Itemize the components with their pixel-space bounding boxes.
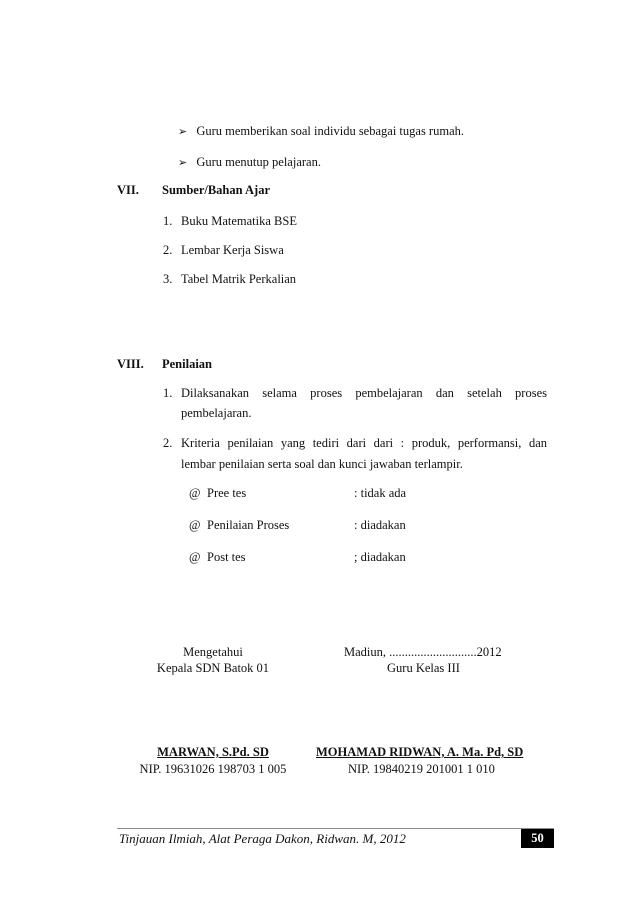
list-number: 1. [163, 386, 173, 400]
list-number: 1. [163, 214, 173, 228]
page-number: 50 [521, 829, 554, 848]
signature-left-name: MARWAN, S.Pd. SD [157, 745, 269, 759]
signature-left-nip: NIP. 19631026 198703 1 005 [139, 762, 287, 776]
bullet-item [178, 155, 321, 170]
signature-left-line2: Kepala SDN Batok 01 [156, 661, 270, 675]
list-number: 2. [163, 243, 173, 257]
arrow-bullet-icon: ➢ [178, 157, 188, 169]
footer-text: Tinjauan Ilmiah, Alat Peraga Dakon, Ridwan. M, 2012 [119, 831, 406, 846]
list-number: 3. [163, 272, 173, 286]
list-item-line: pembelajaran. [181, 406, 252, 420]
bullet-item [178, 124, 464, 139]
section-title: Sumber/Bahan Ajar [162, 183, 271, 197]
criteria-marker: @ [189, 550, 201, 564]
criteria-value: ; diadakan [354, 550, 406, 564]
criteria-label: Pree tes [207, 486, 247, 500]
list-item: Lembar Kerja Siswa [181, 243, 284, 257]
criteria-value: : tidak ada [354, 486, 407, 500]
section-number: VIII. [117, 357, 144, 371]
signature-right-line1: Madiun, ............................2012 [344, 645, 502, 659]
criteria-label: Post tes [207, 550, 246, 564]
criteria-marker: @ [189, 518, 201, 532]
section-number: VII. [117, 183, 139, 197]
bullet-text: Guru memberikan soal individu sebagai tugas rumah. [196, 124, 464, 138]
signature-left-line1: Mengetahui [183, 645, 243, 659]
list-item-line: Kriteria penilaian yang tediri dari dari : produk, performansi, dan [181, 436, 547, 450]
list-item: Buku Matematika BSE [181, 214, 297, 228]
footer-divider [117, 828, 554, 829]
arrow-bullet-icon: ➢ [178, 126, 188, 138]
list-item: Tabel Matrik Perkalian [181, 272, 297, 286]
list-item-line: Dilaksanakan selama proses pembelajaran dan setelah proses [181, 386, 547, 400]
section-title: Penilaian [162, 357, 213, 371]
criteria-marker: @ [189, 486, 201, 500]
list-item-line: lembar penilaian serta soal dan kunci jawaban terlampir. [181, 457, 463, 471]
list-number: 2. [163, 436, 173, 450]
signature-right-nip: NIP. 19840219 201001 1 010 [348, 762, 495, 776]
criteria-label: Penilaian Proses [207, 518, 290, 532]
signature-right-line2: Guru Kelas III [387, 661, 460, 675]
signature-right-name: MOHAMAD RIDWAN, A. Ma. Pd, SD [316, 745, 524, 759]
bullet-text: Guru menutup pelajaran. [196, 155, 321, 169]
criteria-value: : diadakan [354, 518, 406, 532]
